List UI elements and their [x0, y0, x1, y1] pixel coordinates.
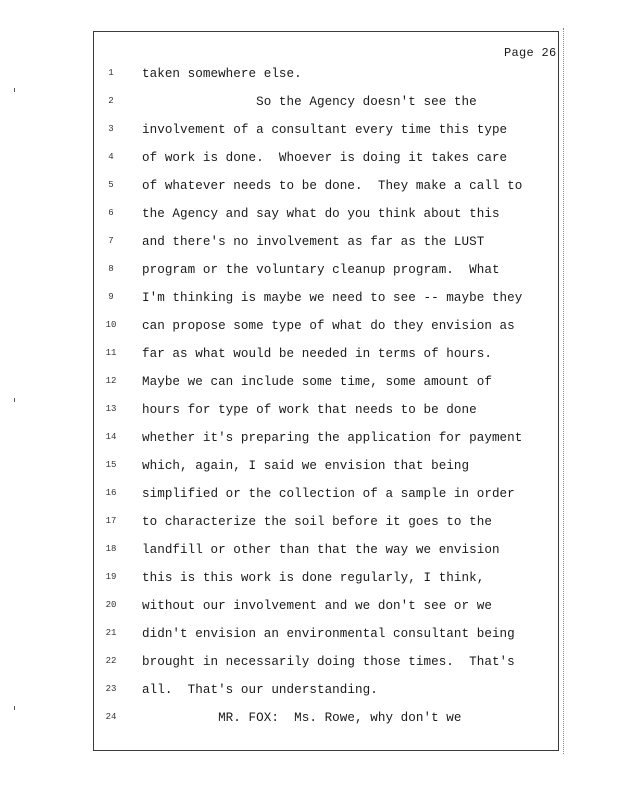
line-number: 2: [108, 96, 114, 106]
transcript-line: [0, 123, 618, 143]
transcript-line: [0, 263, 618, 283]
transcript-line: [0, 655, 618, 675]
margin-mark: [14, 88, 15, 92]
transcript-line: [0, 151, 618, 171]
line-number: 4: [108, 152, 114, 162]
line-text: Maybe we can include some time, some amount of: [142, 375, 492, 389]
transcript-line: [0, 347, 618, 367]
line-text: this is this work is done regularly, I think,: [142, 571, 485, 585]
transcript-line: [0, 375, 618, 395]
line-number: 6: [108, 208, 114, 218]
line-number: 7: [108, 236, 114, 246]
line-text: MR. FOX: Ms. Rowe, why don't we: [142, 711, 462, 725]
transcript-line: [0, 291, 618, 311]
transcript-line: [0, 543, 618, 563]
transcript-line: [0, 711, 618, 731]
line-text: hours for type of work that needs to be done: [142, 403, 477, 417]
transcript-line: [0, 627, 618, 647]
transcript-line: [0, 683, 618, 703]
line-number: 10: [105, 320, 117, 330]
line-text: whether it's preparing the application for payment: [142, 431, 523, 445]
line-text: to characterize the soil before it goes to the: [142, 515, 492, 529]
transcript-line: [0, 571, 618, 591]
line-text: without our involvement and we don't see or we: [142, 599, 492, 613]
line-number: 11: [105, 348, 117, 358]
line-text: all. That's our understanding.: [142, 683, 378, 697]
line-text: didn't envision an environmental consultant being: [142, 627, 515, 641]
page-number: Page 26: [504, 46, 557, 60]
line-text: can propose some type of what do they envision as: [142, 319, 515, 333]
transcript-line: [0, 207, 618, 227]
line-number: 21: [105, 628, 117, 638]
line-number: 15: [105, 460, 117, 470]
transcript-line: [0, 235, 618, 255]
line-number: 17: [105, 516, 117, 526]
line-number: 14: [105, 432, 117, 442]
line-number: 24: [105, 712, 117, 722]
line-text: program or the voluntary cleanup program. What: [142, 263, 500, 277]
margin-mark: [14, 706, 15, 710]
line-number: 16: [105, 488, 117, 498]
transcript-line: [0, 515, 618, 535]
line-number: 23: [105, 684, 117, 694]
line-text: So the Agency doesn't see the: [142, 95, 477, 109]
line-text: and there's no involvement as far as the LUST: [142, 235, 485, 249]
line-number: 20: [105, 600, 117, 610]
line-text: far as what would be needed in terms of hours.: [142, 347, 492, 361]
line-text: involvement of a consultant every time this type: [142, 123, 508, 137]
margin-mark: [14, 398, 15, 402]
line-number: 1: [108, 68, 114, 78]
line-number: 9: [108, 292, 114, 302]
line-number: 13: [105, 404, 117, 414]
line-text: brought in necessarily doing those times. That's: [142, 655, 515, 669]
line-number: 19: [105, 572, 117, 582]
line-text: I'm thinking is maybe we need to see -- maybe they: [142, 291, 523, 305]
transcript-line: [0, 459, 618, 479]
line-number: 8: [108, 264, 114, 274]
transcript-line: [0, 599, 618, 619]
line-number: 12: [105, 376, 117, 386]
line-number: 5: [108, 180, 114, 190]
line-number: 18: [105, 544, 117, 554]
line-number: 3: [108, 124, 114, 134]
transcript-line: [0, 487, 618, 507]
transcript-line: [0, 179, 618, 199]
transcript-line: [0, 431, 618, 451]
line-text: landfill or other than that the way we envision: [142, 543, 500, 557]
line-text: the Agency and say what do you think about this: [142, 207, 500, 221]
line-text: simplified or the collection of a sample in order: [142, 487, 515, 501]
transcript-line: [0, 319, 618, 339]
transcript-line: [0, 403, 618, 423]
line-number: 22: [105, 656, 117, 666]
line-text: of whatever needs to be done. They make a call to: [142, 179, 523, 193]
line-text: taken somewhere else.: [142, 67, 302, 81]
transcript-line: [0, 95, 618, 115]
line-text: which, again, I said we envision that being: [142, 459, 470, 473]
line-text: of work is done. Whoever is doing it takes care: [142, 151, 508, 165]
transcript-line: [0, 67, 618, 87]
